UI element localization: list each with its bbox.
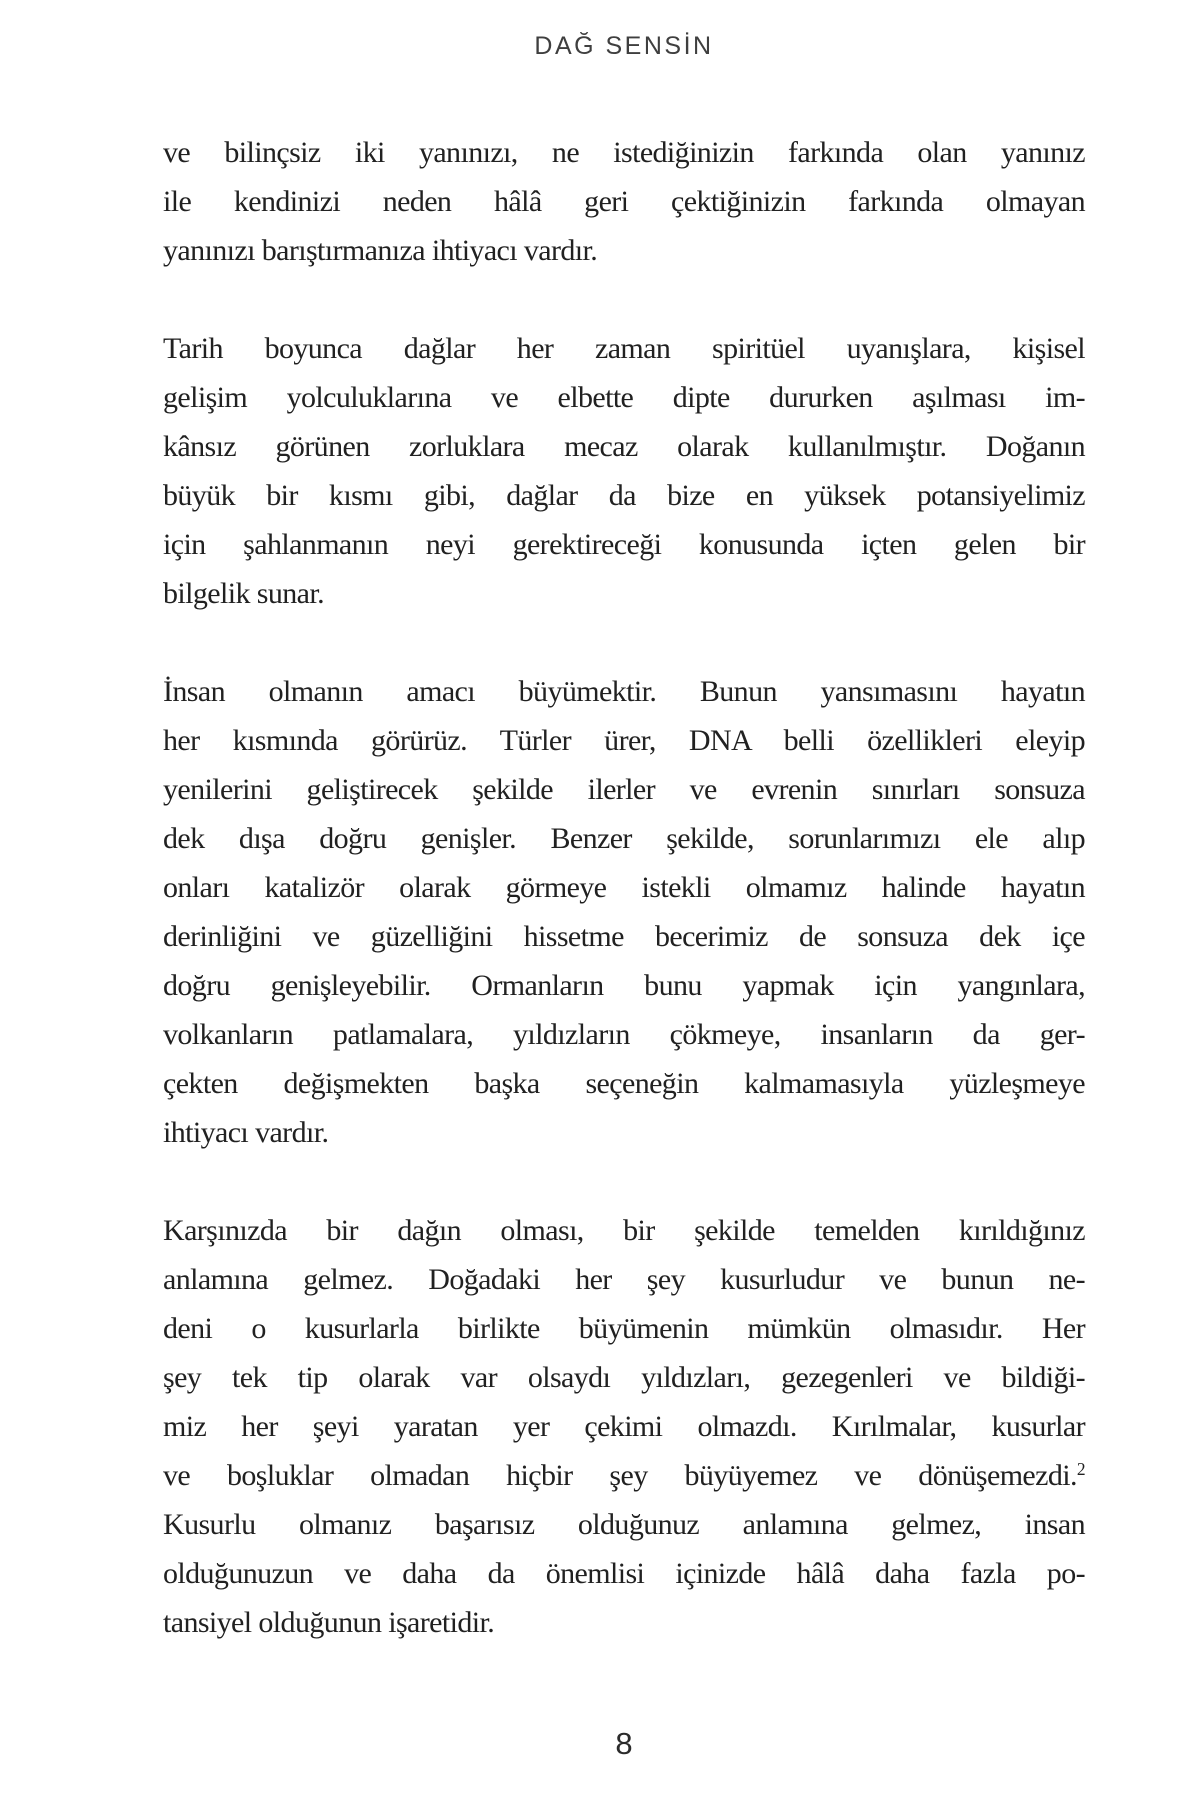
text-line: tansiyel olduğunun işaretidir.	[163, 1606, 495, 1639]
text-line: dek dışa doğru genişler. Benzer şekilde, sorunlarımızı ele alıp	[163, 822, 1085, 855]
text-line: şey tek tip olarak var olsaydı yıldızları, gezegenleri ve bildiği-	[163, 1361, 1085, 1394]
text-line: bilgelik sunar.	[163, 577, 324, 610]
text-line: Tarih boyunca dağlar her zaman spiritüel uyanışlara, kişisel	[163, 332, 1085, 365]
text-line: gelişim yolculuklarına ve elbette dipte dururken aşılması im-	[163, 381, 1085, 414]
text-line: yenilerini geliştirecek şekilde ilerler ve evrenin sınırları sonsuza	[163, 773, 1085, 806]
text-line: doğru genişleyebilir. Ormanların bunu yapmak için yangınlara,	[163, 969, 1085, 1002]
text-line: deni o kusurlarla birlikte büyümenin mümkün olmasıdır. Her	[163, 1312, 1085, 1345]
paragraph	[163, 1206, 1085, 1647]
text-line: ihtiyacı vardır.	[163, 1116, 329, 1149]
running-header-title: DAĞ SENSİN	[534, 32, 714, 60]
text-line: her kısmında görürüz. Türler ürer, DNA belli özellikleri eleyip	[163, 724, 1085, 757]
text-line-segment: ve boşluklar olmadan hiçbir şey büyüyemez ve dönüşemezdi.	[163, 1459, 1077, 1492]
text-line: miz her şeyi yaratan yer çekimi olmazdı. Kırılmalar, kusurlar	[163, 1410, 1085, 1443]
text-line: kânsız görünen zorluklara mecaz olarak kullanılmıştır. Doğanın	[163, 430, 1085, 463]
text-line: büyük bir kısmı gibi, dağlar da bize en yüksek potansiyelimiz	[163, 479, 1085, 512]
text-line: olduğunuzun ve daha da önemlisi içinizde hâlâ daha fazla po-	[163, 1557, 1085, 1590]
text-line: onları katalizör olarak görmeye istekli olmamız halinde hayatın	[163, 871, 1085, 904]
body-text	[163, 128, 1085, 1696]
paragraph	[163, 324, 1085, 618]
text-line: Kusurlu olmanız başarısız olduğunuz anlamına gelmez, insan	[163, 1508, 1085, 1541]
text-line: anlamına gelmez. Doğadaki her şey kusurludur ve bunun ne-	[163, 1263, 1085, 1296]
text-line: ile kendinizi neden hâlâ geri çektiğinizin farkında olmayan	[163, 185, 1085, 218]
text-line: için şahlanmanın neyi gerektireceği konusunda içten gelen bir	[163, 528, 1085, 561]
text-line: derinliğini ve güzelliğini hissetme becerimiz de sonsuza dek içe	[163, 920, 1085, 953]
text-line: çekten değişmekten başka seçeneğin kalmamasıyla yüzleşmeye	[163, 1067, 1085, 1100]
text-line: ve bilinçsiz iki yanınızı, ne istediğinizin farkında olan yanınız	[163, 136, 1085, 169]
text-line	[163, 1451, 1085, 1500]
paragraph	[163, 667, 1085, 1157]
paragraph	[163, 128, 1085, 275]
text-line: İnsan olmanın amacı büyümektir. Bunun yansımasını hayatın	[163, 675, 1085, 708]
text-line: Karşınızda bir dağın olması, bir şekilde temelden kırıldığınız	[163, 1214, 1085, 1247]
page-number: 8	[615, 1726, 633, 1761]
text-line: yanınızı barıştırmanıza ihtiyacı vardır.	[163, 234, 598, 267]
text-line: volkanların patlamalara, yıldızların çökmeye, insanların da ger-	[163, 1018, 1085, 1051]
footnote-reference: 2	[1076, 1459, 1085, 1480]
